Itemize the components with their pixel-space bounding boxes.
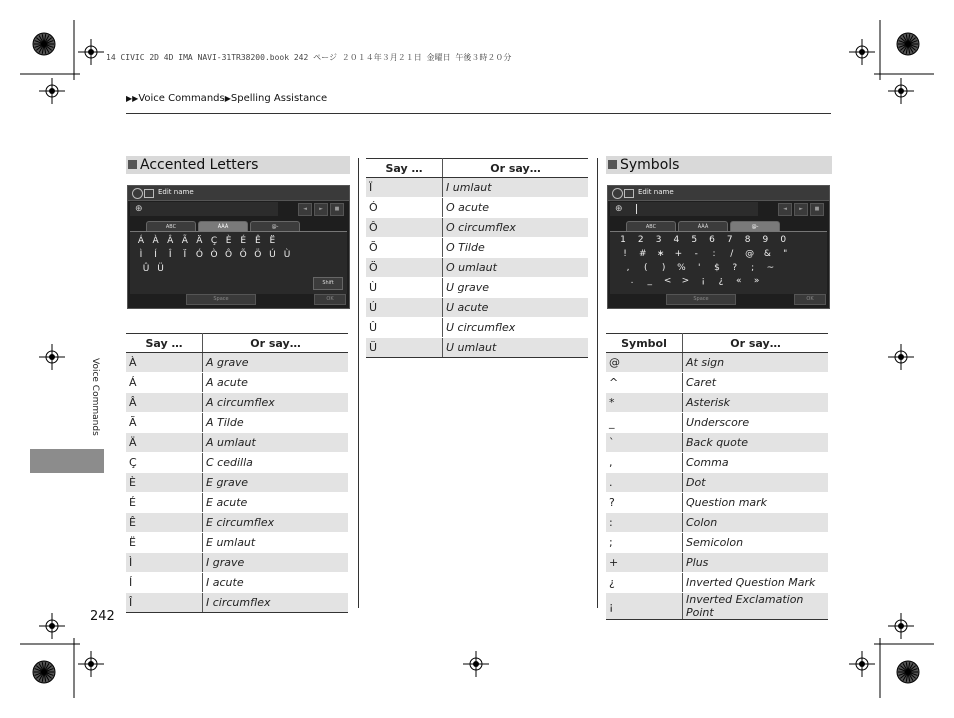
screen-nav-left-icon[interactable]: ◄	[778, 203, 792, 216]
keyboard-key[interactable]: Ê	[254, 236, 261, 246]
column-header-symbol: Symbol	[606, 334, 683, 353]
column-header-or-say: Or say…	[683, 334, 829, 353]
keyboard-key[interactable]: !	[623, 249, 627, 259]
or-say-cell: O umlaut	[443, 258, 589, 278]
or-say-cell: A grave	[203, 353, 349, 373]
keyboard-key[interactable]: &	[763, 249, 771, 259]
keyboard-key[interactable]: À	[152, 236, 159, 246]
or-say-cell: E acute	[203, 493, 349, 513]
globe-icon: ⊕	[615, 204, 623, 214]
globe-icon: ⊕	[135, 204, 143, 214]
keyboard-key[interactable]: ¡	[701, 276, 705, 286]
keyboard-key[interactable]: <	[663, 276, 672, 286]
or-say-cell: E circumflex	[203, 513, 349, 533]
or-say-cell: Inverted Question Mark	[683, 573, 829, 593]
or-say-cell: O circumflex	[443, 218, 589, 238]
keyboard-key[interactable]: @	[745, 249, 755, 259]
say-cell: Ú	[366, 298, 443, 318]
keyboard-key[interactable]: 8	[744, 235, 751, 245]
keyboard-key[interactable]: _	[647, 276, 653, 286]
or-say-cell: E umlaut	[203, 533, 349, 553]
accented-heading-text: Accented Letters	[140, 157, 259, 173]
keyboard-key[interactable]: Û	[142, 264, 150, 274]
or-say-cell: A umlaut	[203, 433, 349, 453]
or-say-cell: Inverted Exclamation Point	[683, 593, 829, 620]
keyboard-key[interactable]: Ó	[195, 250, 203, 260]
keyboard-key[interactable]: %	[677, 263, 686, 273]
screen-nav-delete-icon[interactable]: ■	[330, 203, 344, 216]
screen-nav-right-icon[interactable]: ►	[794, 203, 808, 216]
breadcrumb-arrows-icon: ▶▶	[126, 94, 139, 103]
keyboard-key[interactable]: 3	[655, 235, 662, 245]
say-cell: È	[126, 473, 203, 493]
keyboard-key[interactable]: "	[783, 249, 788, 259]
keyboard-key[interactable]: /	[730, 249, 734, 259]
or-say-cell: A acute	[203, 373, 349, 393]
breadcrumb-separator-icon: ▶	[224, 94, 231, 103]
screen-ok-button[interactable]: OK	[314, 294, 346, 305]
screen-shift-button[interactable]: Shift	[313, 277, 343, 290]
or-say-cell: Colon	[683, 513, 829, 533]
keyboard-key[interactable]: Î	[168, 250, 172, 260]
keyboard-key[interactable]: Õ	[239, 250, 247, 260]
breadcrumb-item-spelling-assistance[interactable]: Spelling Assistance	[230, 93, 328, 104]
keyboard-key[interactable]: 4	[673, 235, 680, 245]
say-cell: Â	[126, 393, 203, 413]
column-header-say: Say …	[366, 159, 443, 178]
screen-tab-accented[interactable]: ÀÀÀ	[198, 221, 248, 232]
say-cell: Ë	[126, 533, 203, 553]
or-say-cell: Caret	[683, 373, 829, 393]
keyboard-key[interactable]: 2	[637, 235, 644, 245]
keyboard-key[interactable]: 9	[762, 235, 769, 245]
print-header: 14 CIVIC 2D 4D IMA NAVI-31TR38200.book 242 ページ ２０１４年３月２１日 金曜日 午後３時２０分	[106, 53, 512, 62]
side-tab-label: Voice Commands	[90, 358, 100, 436]
keyboard-key[interactable]: 0	[780, 235, 787, 245]
screen-nav-right-icon[interactable]: ►	[314, 203, 328, 216]
say-cell: Ì	[126, 553, 203, 573]
screen-title: Edit name	[638, 188, 674, 196]
keyboard-key[interactable]: -	[694, 249, 698, 259]
keyboard-key[interactable]: .	[630, 276, 634, 286]
keyboard-key[interactable]: Ë	[269, 236, 276, 246]
or-say-cell: Dot	[683, 473, 829, 493]
or-say-cell: I grave	[203, 553, 349, 573]
keyboard-key[interactable]: «	[736, 276, 742, 286]
keyboard-key[interactable]: >	[681, 276, 690, 286]
say-cell: Ü	[366, 338, 443, 358]
say-cell: Í	[126, 573, 203, 593]
screen-title: Edit name	[158, 188, 194, 196]
say-cell: :	[606, 513, 683, 533]
keyboard-key[interactable]: 7	[726, 235, 733, 245]
say-cell: ,	[606, 453, 683, 473]
screen-nav-left-icon[interactable]: ◄	[298, 203, 312, 216]
keyboard-key[interactable]: Ç	[210, 236, 218, 246]
say-cell: Ï	[366, 178, 443, 198]
say-cell: ¿	[606, 573, 683, 593]
keyboard-key[interactable]: '	[697, 263, 701, 273]
or-say-cell: I acute	[203, 573, 349, 593]
say-cell: Ù	[366, 278, 443, 298]
keyboard-key[interactable]: Ù	[283, 250, 291, 260]
keyboard-key[interactable]: ∗	[656, 249, 665, 259]
screen-tab-symbols[interactable]: @-	[730, 221, 780, 232]
or-say-cell: O acute	[443, 198, 589, 218]
screen-tab-accented[interactable]: ÀÀÀ	[678, 221, 728, 232]
screen-nav-delete-icon[interactable]: ■	[810, 203, 824, 216]
say-cell: Ö	[366, 258, 443, 278]
say-cell: @	[606, 353, 683, 373]
keyboard-key[interactable]: #	[639, 249, 647, 259]
keyboard-key[interactable]: $	[714, 263, 720, 273]
keyboard-key[interactable]: Ã	[181, 236, 188, 246]
keyboard-key[interactable]: ;	[751, 263, 755, 273]
column-header-or-say: Or say…	[443, 159, 589, 178]
symbols-heading-text: Symbols	[620, 157, 680, 173]
or-say-cell: Back quote	[683, 433, 829, 453]
screen-tab-abc[interactable]: ABC	[626, 221, 676, 232]
keyboard-key[interactable]: Ô	[225, 250, 233, 260]
or-say-cell: I umlaut	[443, 178, 589, 198]
screen-tab-symbols[interactable]: @-	[250, 221, 300, 232]
or-say-cell: Asterisk	[683, 393, 829, 413]
keyboard-key[interactable]: Ö	[254, 250, 262, 260]
say-cell: Á	[126, 373, 203, 393]
or-say-cell: A circumflex	[203, 393, 349, 413]
or-say-cell: Plus	[683, 553, 829, 573]
or-say-cell: At sign	[683, 353, 829, 373]
say-cell: *	[606, 393, 683, 413]
or-say-cell: E grave	[203, 473, 349, 493]
keyboard-key[interactable]: Â	[167, 236, 174, 246]
screen-tab-abc[interactable]: ABC	[146, 221, 196, 232]
or-say-cell: Semicolon	[683, 533, 829, 553]
or-say-cell: U circumflex	[443, 318, 589, 338]
keyboard-key[interactable]: Ï	[183, 250, 187, 260]
keyboard-key[interactable]: ,	[626, 263, 630, 273]
say-cell: Ê	[126, 513, 203, 533]
say-cell: ?	[606, 493, 683, 513]
say-cell: ^	[606, 373, 683, 393]
keyboard-key[interactable]: 1	[620, 235, 626, 245]
or-say-cell: C cedilla	[203, 453, 349, 473]
keyboard-key[interactable]: )	[661, 263, 666, 273]
keyboard-key[interactable]: É	[240, 236, 247, 246]
or-say-cell: Underscore	[683, 413, 829, 433]
keyboard-key[interactable]: Ì	[139, 250, 143, 260]
or-say-cell: U umlaut	[443, 338, 589, 358]
say-cell: ;	[606, 533, 683, 553]
or-say-cell: Question mark	[683, 493, 829, 513]
keyboard-key[interactable]: 6	[709, 235, 715, 245]
say-cell: Ô	[366, 218, 443, 238]
or-say-cell: I circumflex	[203, 593, 349, 613]
keyboard-key[interactable]: ~	[766, 263, 775, 273]
say-cell: É	[126, 493, 203, 513]
keyboard-key[interactable]: ¿	[718, 276, 724, 286]
say-cell: _	[606, 413, 683, 433]
keyboard-key[interactable]: Ò	[210, 250, 218, 260]
keyboard-key[interactable]: (	[644, 263, 648, 273]
say-cell: Õ	[366, 238, 443, 258]
screen-ok-button[interactable]: OK	[794, 294, 826, 305]
keyboard-key[interactable]: 5	[691, 235, 698, 245]
or-say-cell: A Tilde	[203, 413, 349, 433]
keyboard-key[interactable]: Í	[154, 250, 157, 260]
or-say-cell: U acute	[443, 298, 589, 318]
say-cell: Ó	[366, 198, 443, 218]
keyboard-key[interactable]: È	[225, 236, 232, 246]
say-cell: À	[126, 353, 203, 373]
keyboard-key[interactable]: Ú	[269, 250, 276, 260]
keyboard-key[interactable]: »	[753, 276, 760, 286]
keyboard-key[interactable]: Ä	[196, 236, 203, 246]
keyboard-key[interactable]: :	[712, 249, 716, 259]
column-header-say: Say …	[126, 334, 203, 353]
or-say-cell: O Tilde	[443, 238, 589, 258]
or-say-cell: Comma	[683, 453, 829, 473]
say-cell: +	[606, 553, 683, 573]
say-cell: Ã	[126, 413, 203, 433]
say-cell: `	[606, 433, 683, 453]
keyboard-key[interactable]: ?	[732, 263, 738, 273]
column-header-or-say: Or say…	[203, 334, 349, 353]
say-cell: ¡	[606, 593, 683, 620]
screen-space-button[interactable]: Space	[666, 294, 736, 305]
say-cell: Û	[366, 318, 443, 338]
say-cell: .	[606, 473, 683, 493]
page-number: 242	[90, 609, 115, 624]
say-cell: Î	[126, 593, 203, 613]
say-cell: Ç	[126, 453, 203, 473]
say-cell: Ä	[126, 433, 203, 453]
keyboard-key[interactable]: +	[674, 249, 683, 259]
keyboard-key[interactable]: Á	[137, 236, 145, 246]
breadcrumb-item-voice-commands[interactable]: Voice Commands	[138, 93, 225, 104]
screen-space-button[interactable]: Space	[186, 294, 256, 305]
or-say-cell: U grave	[443, 278, 589, 298]
keyboard-key[interactable]: Ü	[157, 264, 164, 274]
